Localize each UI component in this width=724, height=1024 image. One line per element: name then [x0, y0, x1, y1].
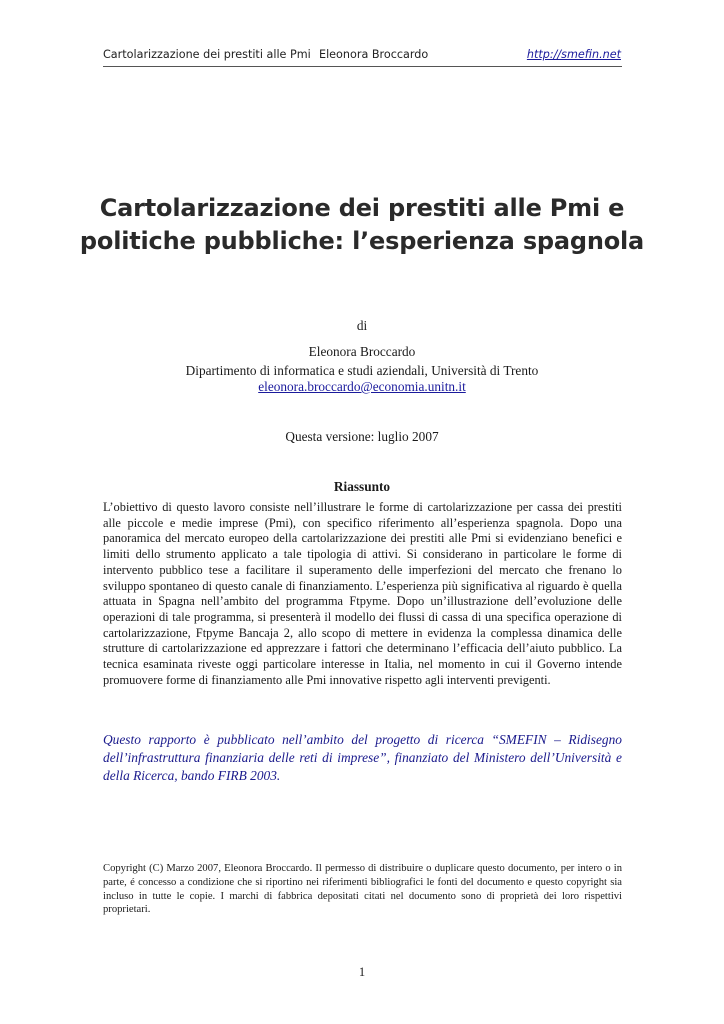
running-header [103, 46, 622, 67]
title-line-2: politiche pubbliche: l’esperienza spagnola [79, 227, 645, 255]
header-short-title: Cartolarizzazione dei prestiti alle Pmi [103, 48, 311, 61]
copyright-notice: Copyright (C) Marzo 2007, Eleonora Broccardo. Il permesso di distribuire o duplicare questo documento, per intero o in parte, é concesso a condizione che si riportino nei riferimenti bibliografici le fonti del documento e questo copyright sia incluso in tutte le copie. I marchi di fabbrica depositati citati nel documento sono di proprietà dei loro rispettivi proprietari. [103, 863, 622, 916]
author-affiliation: Dipartimento di informatica e studi aziendali, Università di Trento [185, 363, 539, 378]
header-url-link[interactable]: http://smefin.net [526, 48, 621, 61]
funding-note: Questo rapporto è pubblicato nell’ambito del progetto di ricerca “SMEFIN – Ridisegno dell’infrastruttura finanziaria delle reti di imprese”, finanziato del Ministero dell’Università e della Ricerca, bando FIRB 2003. [103, 732, 622, 784]
author-email-row [0, 378, 724, 396]
version-date: Questa versione: luglio 2007 [285, 429, 439, 444]
abstract-text: L’obiettivo di questo lavoro consiste nell’illustrare le forme di cartolarizzazione per cassa dei prestiti alle piccole e medie imprese (Pmi), con specifico riferimento all’esperienza spagnola. Dopo una panoramica del mercato europeo della cartolarizzazione dei prestiti alle Pmi si evidenziano benefici e limiti dello strumento applicato a tale tipologia di attivi. Si considerano in particolare le forme di intervento pubblico tese a facilitare il superamento delle imperfezioni del mercato che frenano lo sviluppo spontaneo di questo canale di finanziamento. L’esperienza più significativa al riguardo è quella attuata in Spagna nell’ambito del programma Ftpyme. Dopo un’illustrazione dell’evoluzione delle operazioni di tale programma, si presenterà il modello dei flussi di cassa di una specifica operazione di cartolarizzazione, Ftpyme Bancaja 2, allo scopo di mettere in evidenza la complessa dinamica delle strutture di cartolarizzazione ed apprezzare i fattori che determinano l’efficacia dell’aiuto pubblico. La tecnica esaminata riveste oggi particolare interesse in Italia, nel momento in cui il Governo intende promuovere forme di finanziamento alle Pmi innovative rispetto agli interventi previgenti. [103, 500, 622, 687]
abstract-heading: Riassunto [333, 479, 391, 494]
author-email-link[interactable]: eleonora.broccardo@economia.unitn.it [258, 379, 466, 394]
header-author: Eleonora Broccardo [319, 48, 429, 61]
paper-title [60, 192, 664, 258]
byline-di: di [356, 318, 368, 333]
page-number: 1 [358, 965, 366, 979]
title-line-1: Cartolarizzazione dei prestiti alle Pmi e [99, 194, 625, 222]
author-name: Eleonora Broccardo [308, 344, 416, 359]
